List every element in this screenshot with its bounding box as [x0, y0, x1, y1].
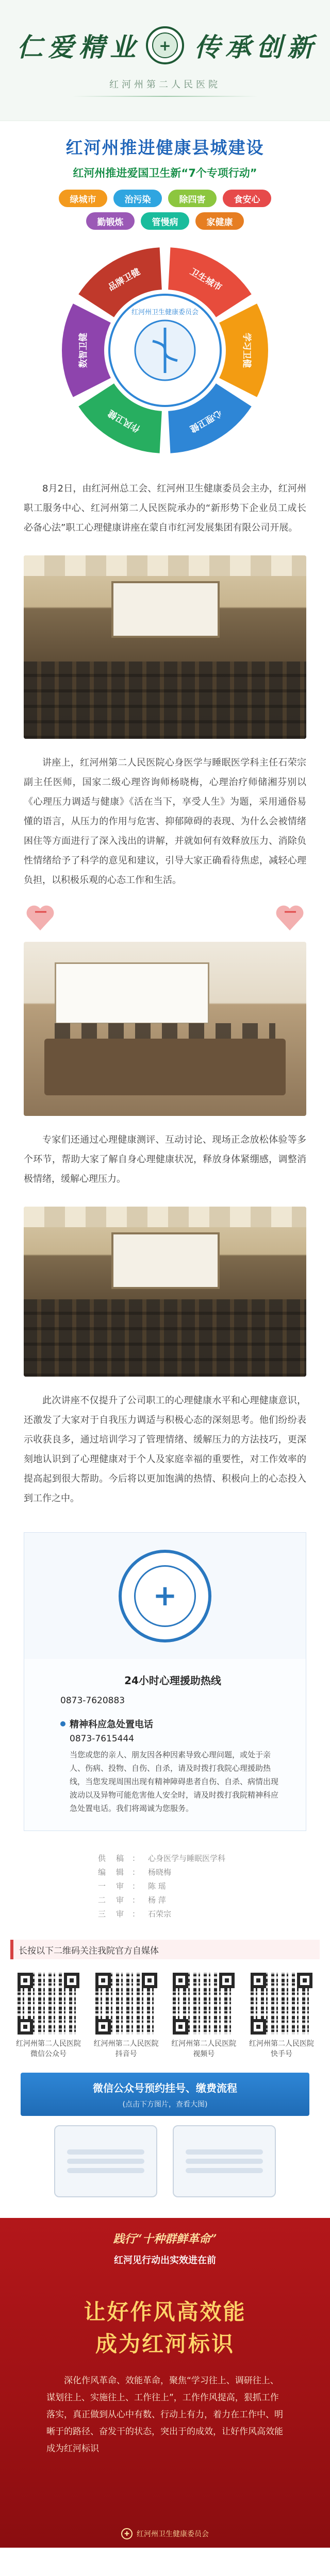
qr-finder-pattern — [18, 1973, 33, 1988]
banner-tagline: 践行“十种群鲜革命” — [113, 2232, 217, 2246]
banner-subtitle: 红河见行动出实效进在前 — [114, 2255, 216, 2266]
campaign-tag: 治污染 — [113, 190, 162, 207]
guide-image-thumbnail[interactable] — [173, 2125, 276, 2197]
placeholder-line — [67, 2149, 144, 2155]
ring-segment-label: 作风卫健 — [106, 408, 142, 434]
placeholder-line — [67, 2168, 144, 2173]
qr-card[interactable] — [246, 1973, 317, 2059]
qr-label: 红河州第二人民医院视频号 — [171, 2040, 237, 2058]
motto-char: 业 — [110, 32, 136, 62]
guide-image-thumbnail[interactable] — [54, 2125, 157, 2197]
motto-char: 仁 — [17, 32, 43, 62]
lecture-photo — [24, 1207, 306, 1377]
campaign-tags — [44, 190, 286, 230]
divider — [72, 96, 258, 97]
photo-detail — [24, 662, 306, 739]
banner-headline: 成为红河标识 — [95, 2331, 235, 2357]
wechat-guide-title: 微信公众号预约挂号、缴费流程 — [93, 2082, 237, 2094]
article-paragraph: 8月2日，由红河州总工会、红河州卫生健康委员会主办，红河州职工服务中心、红河州第二人民医院承办的“新形势下企业员工成长必备心法”职工心理健康讲座在蒙自市红河发展集团有限公司开展。 — [24, 483, 306, 533]
placeholder-line — [186, 2159, 263, 2164]
hotline-body — [24, 1659, 306, 1831]
hotline-description: 当您或您的亲人、朋友因各种因素导致心理问题，或处于亲人、伤病、投物、自伤、自杀，请及时拨打我院心理援助热线，当您发现周围出现有精神障碍患者自伤、自杀、病情出现波动以及异物可能危害他人安全时，请及时拨打我院精神科应急处置电话。我们将竭诚为您服务。 — [70, 1750, 279, 1813]
photo-detail — [111, 1232, 220, 1289]
hospital-badge-icon — [119, 1550, 211, 1642]
hospital-name: 红河州第二人民医院 — [109, 79, 221, 90]
hotline-card — [24, 1532, 306, 1831]
health-commission-logo-icon: ✚ — [121, 2528, 133, 2539]
credit-separator: ： — [132, 1854, 140, 1863]
hospital-logo-icon — [146, 26, 184, 64]
qr-label: 红河州第二人民医院快手号 — [249, 2040, 314, 2058]
heart-icon — [24, 902, 57, 935]
credit-row — [98, 1893, 309, 1907]
credit-row — [98, 1866, 309, 1879]
credit-value: 杨 萍 — [148, 1895, 166, 1905]
credit-label: 三审 — [98, 1909, 124, 1919]
hotline-phone[interactable]: 0873-7620883 — [60, 1696, 125, 1706]
article-paragraph: 此次讲座不仅提升了公司职工的心理健康水平和心理健康意识，还激发了大家对于自我压力调适与积极心态的深刻思考。他们纷纷表示收获良多，通过培训学习了管理情绪、缓解压力的方法技巧，更深刻地认识到了心理健康对于个人及家庭幸福的重要性，对工作效率的提高起到很大帮助。今后将以更加饱满的热情、积极向上的心态投入到工作之中。 — [24, 1395, 306, 1504]
motto-char: 新 — [287, 32, 313, 62]
qr-finder-pattern — [173, 2019, 188, 2035]
ring-segment-label: 品牌卫健 — [106, 266, 142, 293]
qr-code-icon[interactable] — [173, 1973, 235, 2035]
ring-segment-label: 数智卫健 — [78, 333, 89, 368]
wechat-guide-images — [0, 2125, 330, 2197]
qr-finder-pattern — [251, 2019, 266, 2035]
cross-icon: + — [134, 1565, 196, 1627]
photo-detail — [111, 581, 220, 638]
heart-decoration-row — [24, 902, 306, 935]
placeholder-line — [186, 2168, 263, 2173]
credit-label: 供稿 — [98, 1854, 124, 1863]
motto-row — [0, 21, 330, 70]
credit-row — [98, 1879, 309, 1893]
logo-cross-icon: + — [152, 32, 178, 58]
qr-code-icon[interactable] — [251, 1973, 312, 2035]
qr-finder-pattern — [142, 1973, 157, 1988]
campaign-tag: 除四害 — [168, 190, 217, 207]
qr-finder-pattern — [297, 1973, 312, 1988]
article-body — [0, 479, 330, 1509]
qr-code-icon[interactable] — [95, 1973, 157, 2035]
closing-campaign-banner — [0, 2218, 330, 2548]
ring-diagram — [57, 242, 273, 459]
wechat-guide-banner[interactable] — [21, 2073, 309, 2116]
banner-footer-text: 红河州卫生健康委员会 — [137, 2530, 209, 2538]
emergency-title: 精神科应急处置电话 — [70, 1719, 153, 1730]
campaign-ring-graphic — [57, 242, 273, 459]
ring-segment-label: 学习卫健 — [241, 333, 252, 368]
emergency-phone[interactable]: 0873-7615444 — [70, 1734, 135, 1744]
article-paragraph: 专家们还通过心理健康测评、互动讨论、现场正念放松体验等多个环节，帮助大家了解自身心理健康状况，释放身体紧绷感，调整消极情绪，缓解心理压力。 — [24, 1134, 306, 1184]
qr-card[interactable] — [91, 1973, 161, 2059]
credit-label: 二审 — [98, 1895, 124, 1905]
campaign-tag: 勤锻炼 — [86, 212, 135, 230]
campaign-tag: 管慢病 — [141, 212, 189, 230]
credit-separator: ： — [132, 1882, 140, 1891]
banner-footer — [0, 2528, 330, 2539]
photo-detail — [24, 1299, 306, 1377]
credit-value: 杨晓梅 — [148, 1868, 172, 1877]
motto-char: 爱 — [48, 32, 74, 62]
motto-char: 精 — [79, 32, 105, 62]
campaign-title: 红河州推进健康县城建设 — [65, 138, 265, 158]
credits-block — [21, 1852, 309, 1921]
qr-finder-pattern — [251, 1973, 266, 1988]
qr-card[interactable] — [169, 1973, 239, 2059]
qr-label: 红河州第二人民医院微信公众号 — [16, 2040, 81, 2058]
qr-finder-pattern — [173, 1973, 188, 1988]
photo-detail — [24, 1207, 306, 1227]
qr-finder-pattern — [18, 2019, 33, 2035]
ring-segment-label: 心理卫健 — [188, 408, 224, 434]
credit-separator: ： — [132, 1909, 140, 1919]
credit-separator: ： — [132, 1868, 140, 1877]
hotline-logo — [24, 1533, 306, 1659]
qr-code-icon[interactable] — [18, 1973, 79, 2035]
qr-card[interactable] — [13, 1973, 84, 2059]
banner-body-text: 深化作风革命、效能革命，聚焦“学习往上、调研往上、谋划往上、实施往上、工作往上”，工作作风提高，狠抓工作落实，真正做到从心中有数、行动上有力，着力在工作中、明晰于的路径、奋发干的状态，突出于的成效，让好作风高效能成为红河标识 — [46, 2376, 283, 2454]
photo-detail — [55, 962, 209, 1024]
wechat-guide-subtitle: (点击下方图片，查看大图) — [122, 2100, 208, 2109]
qr-section-header: 长按以下二维码关注我院官方自媒体 — [10, 1940, 320, 1959]
credit-row — [98, 1907, 309, 1921]
qr-finder-pattern — [95, 2019, 111, 2035]
credit-value: 石荣宗 — [148, 1909, 172, 1919]
motto-char: 承 — [225, 32, 251, 62]
campaign-tag: 家健康 — [195, 212, 244, 230]
lecture-hall-photo — [24, 555, 306, 739]
campaign-tag: 绿城市 — [59, 190, 107, 207]
ring-segment-label: 卫生城市 — [188, 266, 224, 293]
credit-row — [98, 1852, 309, 1866]
qr-finder-pattern — [219, 1973, 235, 1988]
photo-detail — [24, 555, 306, 576]
emergency-item — [60, 1717, 285, 1815]
page-bottom-space — [0, 2548, 330, 2576]
campaign-banner — [13, 131, 317, 459]
qr-finder-pattern — [95, 1973, 111, 1988]
credit-separator: ： — [132, 1895, 140, 1905]
placeholder-line — [186, 2149, 263, 2155]
ring-center-label: 红河州卫生健康委员会 — [131, 309, 199, 316]
credit-label: 一审 — [98, 1882, 124, 1891]
credit-value: 心身医学与睡眠医学科 — [148, 1854, 226, 1863]
heart-icon — [273, 902, 306, 935]
bullet-icon — [60, 1721, 65, 1726]
motto-char: 传 — [194, 32, 220, 62]
motto-char: 创 — [256, 32, 282, 62]
article-paragraph: 讲座上，红河州第二人民医院心身医学与睡眠医学科主任石荣宗副主任医师，国家二级心理咨询师杨晓梅，心理治疗师储湘芬别以《心理压力调适与健康》《活在当下，享受人生》为题，采用通俗易懂的语言，从压力的作用与危害、抑郁障碍的表现、为什么会被情绪困住等方面进行了深入浅出的讲解，并就如何有效释放压力、消除负性情绪给予了科学的意见和建议，引导大家正确看待焦虑，减轻心理负担，以积极乐观的心态工作和生活。 — [24, 757, 306, 886]
credit-label: 编辑 — [98, 1868, 124, 1877]
campaign-tag: 食安心 — [223, 190, 271, 207]
campaign-subtitle: 红河州推进爱国卫生新“7个专项行动” — [73, 167, 257, 179]
qr-label: 红河州第二人民医院抖音号 — [93, 2040, 159, 2058]
qr-code-row — [13, 1973, 317, 2059]
credit-value: 陈 瑶 — [148, 1882, 166, 1891]
placeholder-line — [67, 2159, 144, 2164]
photo-detail — [44, 1039, 286, 1095]
qr-finder-pattern — [64, 1973, 79, 1988]
header-banner — [0, 0, 330, 121]
meeting-room-photo — [24, 942, 306, 1116]
hotline-title: 24小时心理援助热线 — [124, 1674, 221, 1687]
banner-headline: 让好作风高效能 — [84, 2299, 246, 2325]
